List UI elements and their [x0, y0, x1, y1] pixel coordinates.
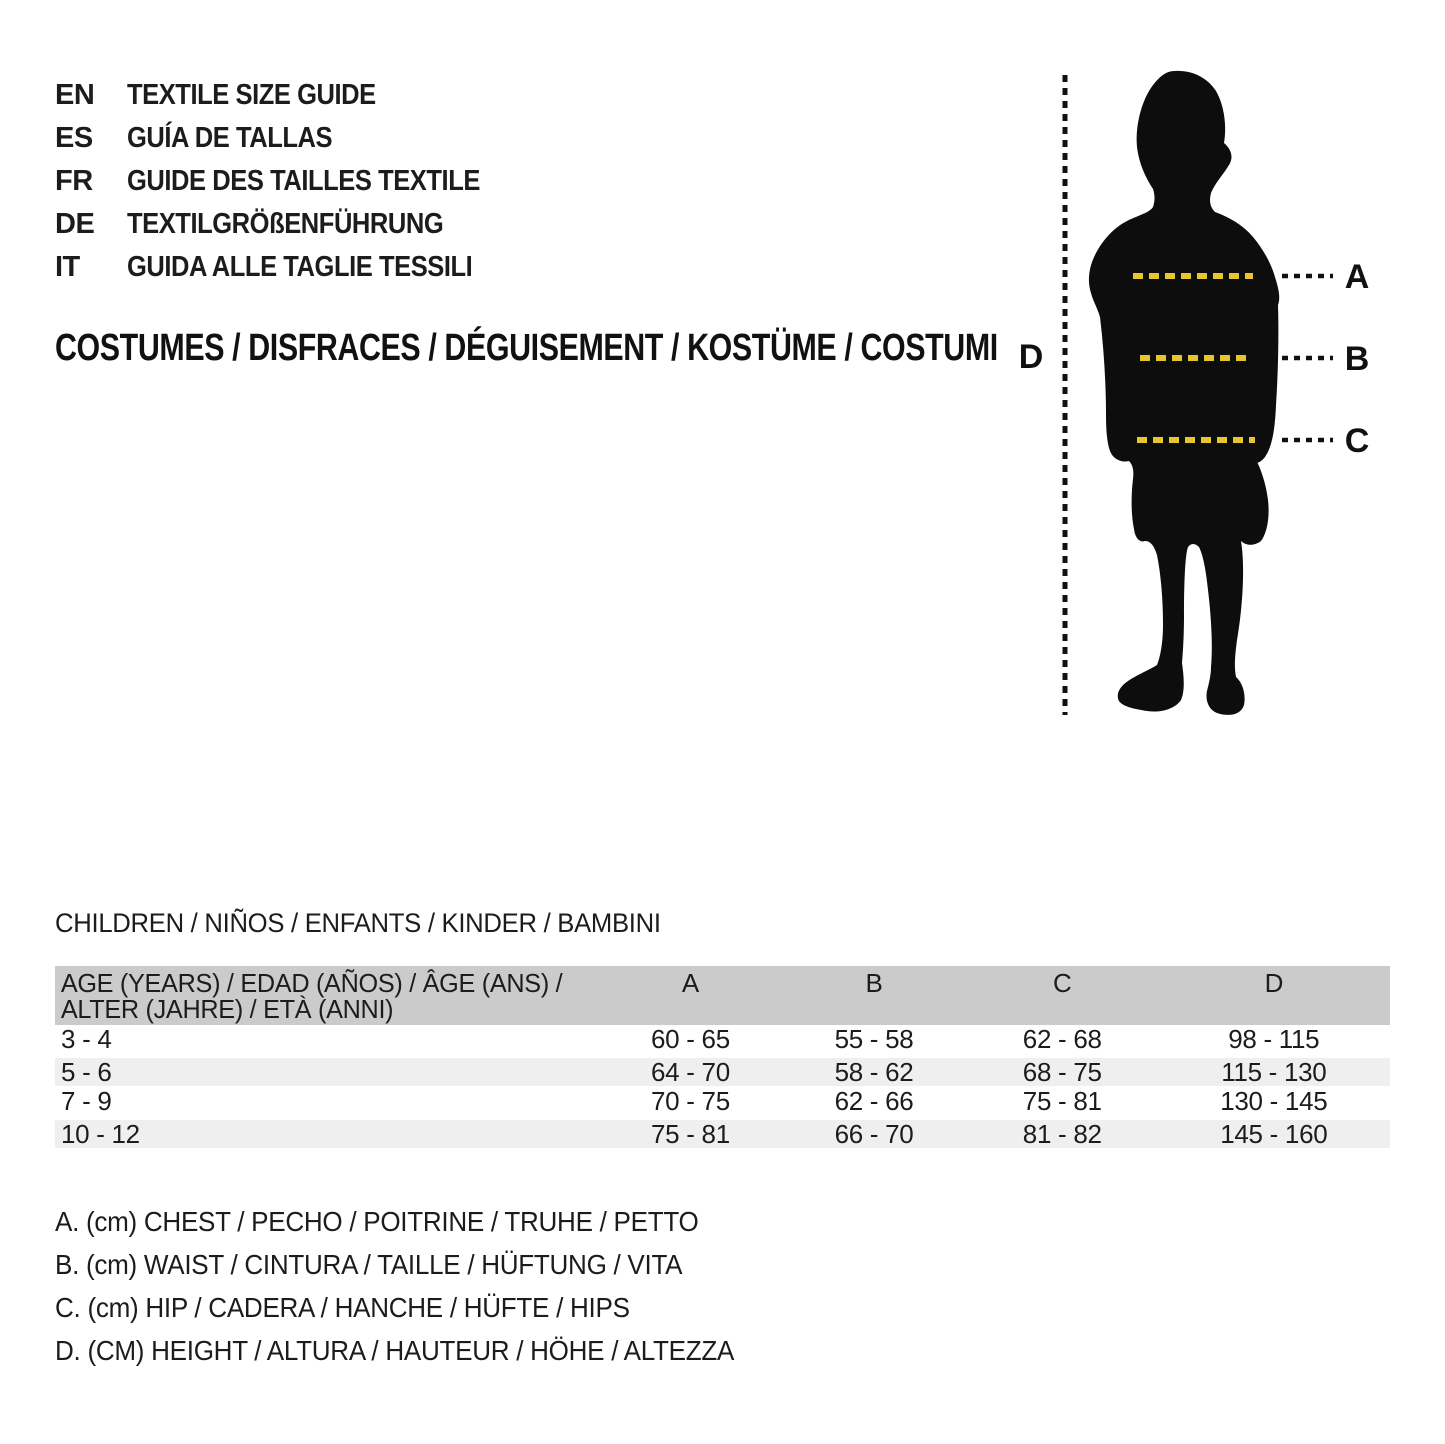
lang-row-fr	[55, 160, 528, 203]
chest-value: 60 - 65	[651, 1024, 730, 1054]
hip-value: 75 - 81	[1022, 1086, 1102, 1116]
lang-code: EN	[55, 79, 95, 111]
age-header-line2: ALTER (JAHRE) / ETÀ (ANNI)	[60, 994, 394, 1024]
lang-title: GUÍA DE TALLAS	[127, 122, 333, 154]
waist-label: B	[1344, 340, 1370, 378]
height-value: 98 - 115	[1228, 1024, 1320, 1054]
column-header-b: B	[865, 968, 883, 998]
lang-title: GUIDE DES TAILLES TEXTILE	[127, 165, 480, 197]
hip-label: C	[1344, 422, 1370, 460]
lang-title: TEXTILGRÖßENFÜHRUNG	[127, 208, 444, 240]
table-row	[55, 1087, 1390, 1118]
lang-code: IT	[55, 251, 80, 283]
lang-code: FR	[55, 165, 93, 197]
lang-code: ES	[55, 122, 93, 154]
child-silhouette	[1089, 71, 1279, 715]
age-cell: 10 - 12	[61, 1119, 140, 1149]
lang-row-en	[55, 74, 528, 117]
age-header-line1: AGE (YEARS) / EDAD (AÑOS) / ÂGE (ANS) /	[60, 968, 563, 998]
legend-waist: B. (cm) WAIST / CINTURA / TAILLE / HÜFTUNG / VITA	[55, 1249, 683, 1280]
chest-value: 70 - 75	[651, 1086, 730, 1116]
column-header-c: C	[1052, 968, 1072, 998]
waist-value: 66 - 70	[834, 1119, 914, 1149]
legend-hip: C. (cm) HIP / CADERA / HANCHE / HÜFTE / HIPS	[55, 1292, 630, 1323]
lang-code: DE	[55, 208, 95, 240]
table-row	[55, 1025, 1390, 1056]
legend-chest: A. (cm) CHEST / PECHO / POITRINE / TRUHE / PETTO	[55, 1206, 699, 1237]
height-label: D	[1018, 338, 1044, 376]
waist-value: 58 - 62	[834, 1057, 914, 1087]
column-header-a: A	[681, 968, 699, 998]
chest-value: 64 - 70	[651, 1057, 730, 1087]
lang-row-it	[55, 246, 528, 289]
hip-value: 81 - 82	[1022, 1119, 1102, 1149]
table-row	[55, 1118, 1390, 1149]
lang-row-de	[55, 203, 528, 246]
children-section-title: CHILDREN / NIÑOS / ENFANTS / KINDER / BAMBINI	[55, 908, 661, 938]
age-cell: 3 - 4	[61, 1024, 112, 1054]
waist-value: 62 - 66	[834, 1086, 914, 1116]
height-value: 145 - 160	[1220, 1119, 1328, 1149]
age-header-cell	[55, 966, 583, 1025]
height-value: 130 - 145	[1220, 1086, 1328, 1116]
size-table	[55, 966, 1390, 1149]
height-value: 115 - 130	[1221, 1057, 1327, 1087]
age-cell: 7 - 9	[61, 1086, 112, 1116]
waist-value: 55 - 58	[834, 1024, 914, 1054]
measurement-diagram	[1015, 55, 1390, 740]
size-table-header	[55, 966, 1390, 1025]
lang-title: GUIDA ALLE TAGLIE TESSILI	[127, 251, 473, 283]
language-title-list	[55, 74, 528, 289]
hip-value: 68 - 75	[1022, 1057, 1102, 1087]
lang-row-es	[55, 117, 528, 160]
hip-value: 62 - 68	[1022, 1024, 1102, 1054]
table-row	[55, 1056, 1390, 1087]
chest-label: A	[1344, 258, 1370, 296]
measurement-legend	[55, 1200, 785, 1372]
chest-value: 75 - 81	[651, 1119, 730, 1149]
legend-height: D. (CM) HEIGHT / ALTURA / HAUTEUR / HÖHE / ALTEZZA	[55, 1335, 735, 1366]
age-cell: 5 - 6	[61, 1057, 112, 1087]
lang-title: TEXTILE SIZE GUIDE	[127, 79, 376, 111]
category-heading: COSTUMES / DISFRACES / DÉGUISEMENT / KOSTÜME / COSTUMI	[55, 327, 998, 369]
column-header-d: D	[1264, 968, 1284, 998]
